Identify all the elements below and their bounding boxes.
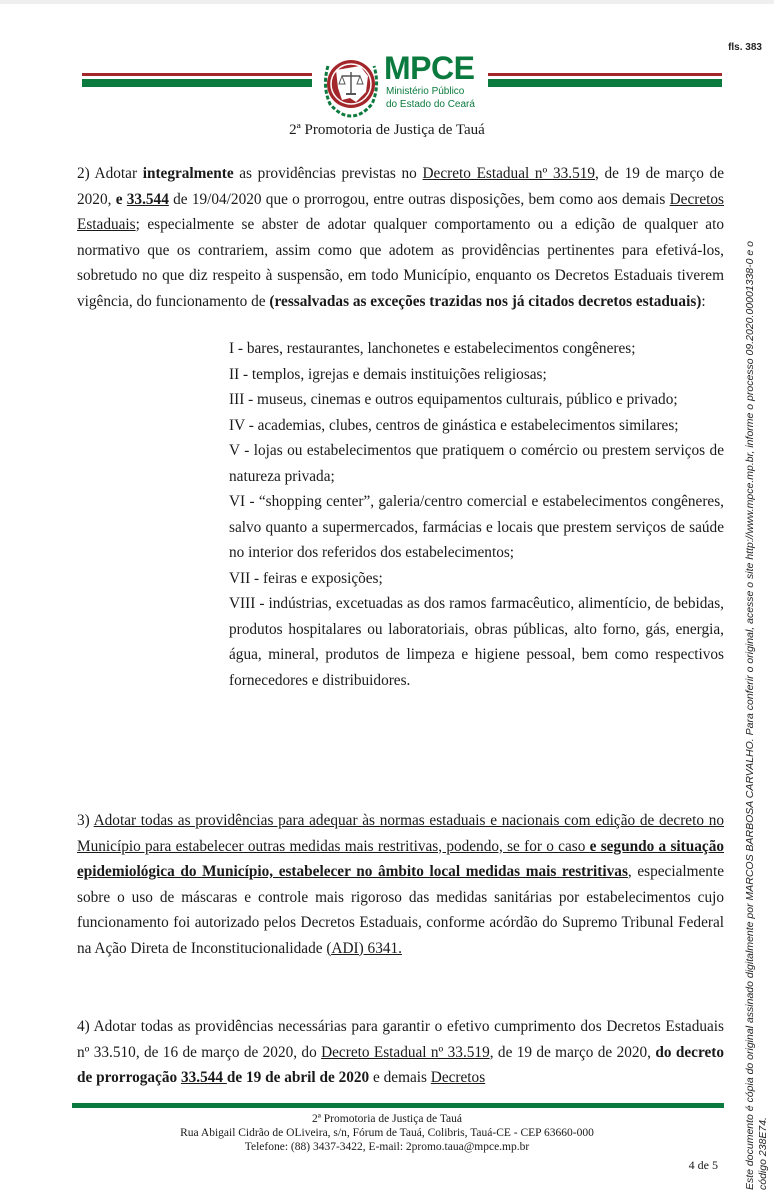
list-item: VII - feiras e exposições; [229,569,383,587]
header-rule-red-right [488,73,722,76]
mpce-logo [320,52,510,118]
text-underlined: Adotar todas as providências para adequar às normas estaduais e nacionais com edição de decreto no Município para estabelecer outras medidas mais restritivas, podendo, se for o caso [77,812,724,855]
scales-of-justice-emblem-icon [320,52,382,118]
list-item: III - museus, cinemas e outros equipamentos culturais, público e privado; [229,391,678,408]
list-item: IV - academias, clubes, centros de ginástica e estabelecimentos similares; [229,416,679,434]
text-bold: (ressalvadas as exceções trazidas nos já citados decretos estaduais) [269,292,702,310]
text: , de 19 de março de 2020, [489,1043,656,1061]
header-rule-green-right [488,79,722,87]
list-item: II - templos, igrejas e demais instituições religiosas; [229,365,547,383]
decree-number: 33.544 [180,1069,227,1086]
list-item: VIII - indústrias, excetuadas as dos ramos farmacêutico, alimentício, de bebidas, produtos hospitalares ou laboratoriais, obras públicas, alto forno, gás, energia, água, mineral, produtos de limpeza e higiene pessoal, bem como respectivos fornecedores e distribuidores. [229,595,724,689]
adi-reference: (ADI) 6341. [326,939,402,957]
page-number: 4 de 5 [688,1158,718,1172]
decree-reference: Decretos Estaduais [77,190,724,233]
digital-signature-stamp-line2: código 238E74. [757,1117,769,1190]
text: ; especialmente se abster de adotar qualquer comportamento ou a edição de qualquer ato normativo que os contrariem, assim como que adotem as providências pertinentes para efetivá-los, sobretudo no que diz respeito à suspensão, em todo Município, enquanto os Decretos Estaduais tiverem vigência, do funcionamento de [77,216,724,310]
footer-rule [72,1103,724,1108]
header-rule-red-left [82,73,312,76]
decree-reference: Decreto Estadual nº 33.519 [422,165,596,182]
decree-reference: Decretos [430,1069,486,1086]
decree-reference: Decreto Estadual nº 33.519 [321,1043,490,1061]
text: 3) [77,812,94,829]
list-item: I - bares, restaurantes, lanchonetes e estabelecimentos congêneres; [229,340,636,357]
folio-number: fls. 383 [728,42,762,53]
logo-subtitle-1: Ministério Público [386,86,465,97]
text: de 19/04/2020 que o prorrogou, entre outras disposições, bem como aos demais [168,190,670,208]
text: 4) Adotar todas as providências necessárias para garantir o efetivo cumprimento dos Decretos Estaduais nº 33.510, de 16 de março de 2020, do [77,1018,724,1061]
text: , especialmente sobre o uso de máscaras e controle mais rigoroso das medidas sanitárias por estabelecimentos cujo funcionamento foi autorizado pelos Decretos Estaduais, conforme acórdão do Supremo Tribunal Federal na Ação Direta de Inconstitucionalidade [77,863,724,957]
paragraph-4 [77,1014,724,1091]
header-rule-green-left [82,79,312,87]
footer-address: Rua Abigail Cidrão de OLiveira, s/n, Fórum de Tauá, Colibris, Tauá-CE - CEP 63660-000 [180,1127,594,1139]
paragraph-2 [77,161,724,314]
establishment-list [229,336,724,693]
digital-signature-stamp-line1: Este documento é cópia do original assinado digitalmente por MARCOS BARBOSA CARVALHO. Para conferir o original, acesse o site http://www.mpce.mp.br, informe o processo 09.2020.00001338-0 e o [744,241,756,1190]
text: as providências previstas no [233,165,423,182]
text: , de 19 de março de 2020, [77,165,724,208]
paragraph-3 [77,808,724,961]
text-bold: de 19 de abril de 2020 [226,1069,370,1086]
text: : [701,292,706,310]
text: e demais [369,1069,431,1086]
logo-subtitle-2: do Estado do Ceará [386,99,475,110]
text-bold: e [115,190,127,208]
logo-title: MPCE [384,50,475,86]
top-edge [0,0,774,4]
list-item: V - lojas ou estabelecimentos que pratiquem o comércio ou prestem serviços de natureza privada; [229,442,724,485]
decree-number: 33.544 [126,190,169,208]
text-bold: do decreto de prorrogação [77,1043,725,1086]
text-bold: integralmente [142,165,234,182]
footer-office: 2ª Promotoria de Justiça de Tauá [311,1113,463,1125]
text-bold-underlined: e segundo a situação epidemiológica do Município, estabelecer no âmbito local medidas mais restritivas [77,837,724,880]
office-title: 2ª Promotoria de Justiça de Tauá [289,122,485,138]
list-item: VI - “shopping center”, galeria/centro comercial e estabelecimentos congêneres, salvo quanto a supermercados, farmácias e locais que prestem serviços de saúde no interior dos referidos dos estabelecimentos; [229,493,724,561]
footer-contact: Telefone: (88) 3437-3422, E-mail: 2promo.taua@mpce.mp.br [244,1141,530,1153]
text: 2) Adotar [77,165,143,182]
